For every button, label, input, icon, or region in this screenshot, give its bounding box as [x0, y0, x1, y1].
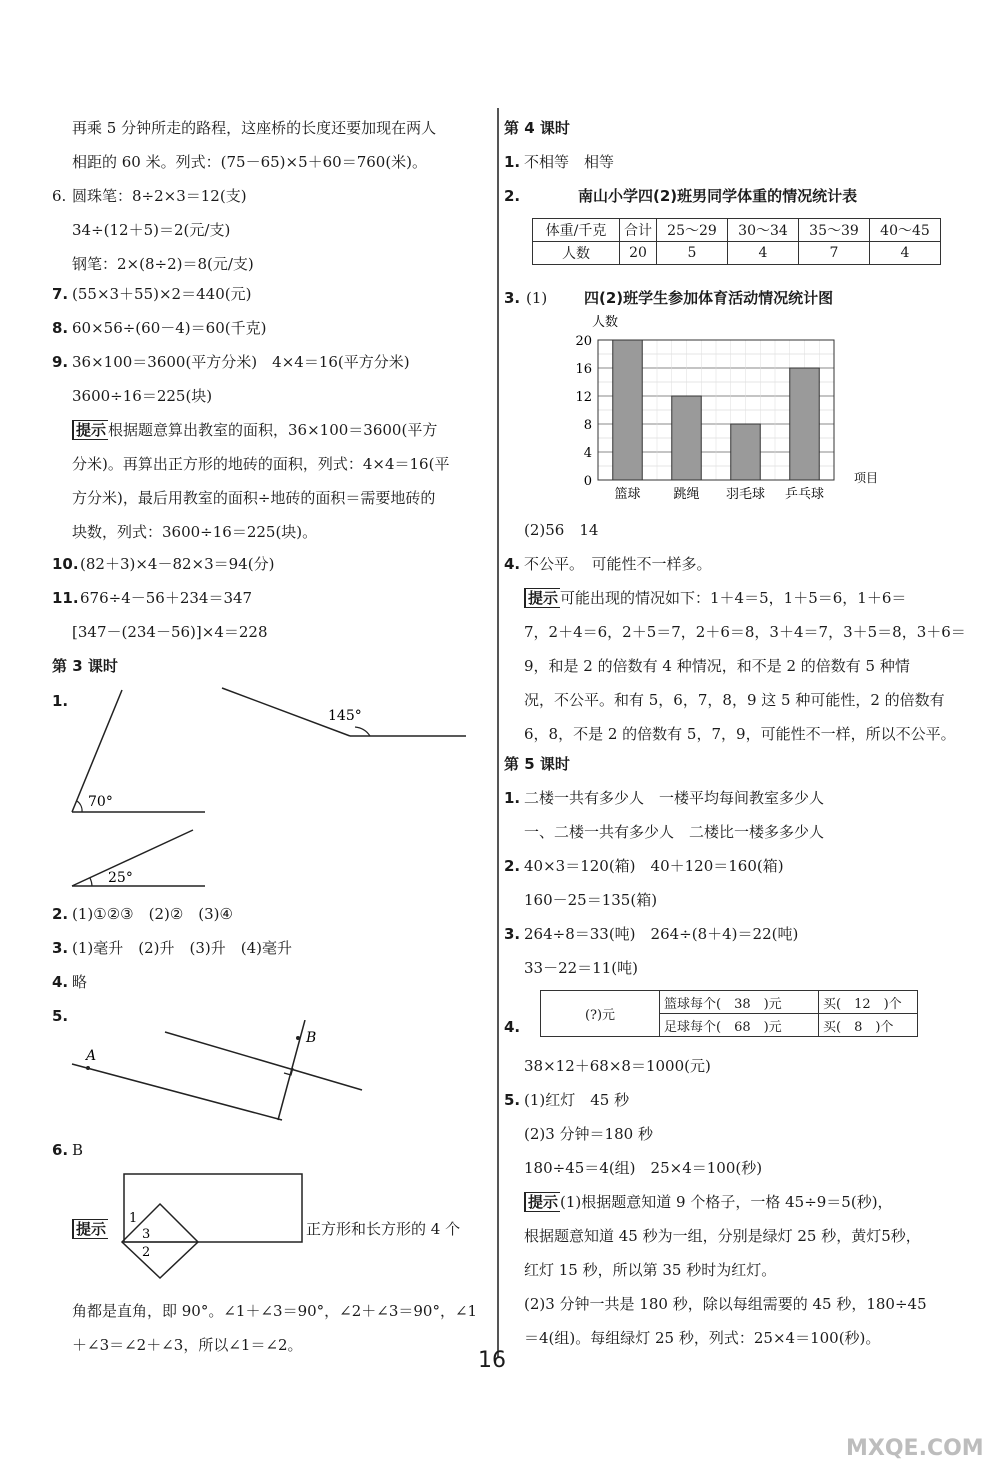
table-cell: 体重/千克: [533, 219, 620, 242]
point-label: B: [306, 1030, 317, 1046]
rectangle-square-drawing: [110, 1170, 310, 1285]
angle-label: 25°: [108, 870, 133, 886]
bar: [613, 340, 643, 480]
question-number: 5.: [52, 1007, 69, 1025]
purchase-box: [540, 990, 918, 1037]
answer-line: 160－25＝135(箱): [524, 891, 658, 909]
box-cell: 足球每个( 68 )元: [660, 1014, 819, 1037]
page-number: 16: [478, 1348, 506, 1373]
tip-text: 方分米)，最后用教室的面积÷地砖的面积＝需要地砖的: [72, 489, 436, 507]
answer-line: (1)毫升 (2)升 (3)升 (4)毫升: [72, 939, 292, 957]
sub-question: (1): [526, 289, 548, 307]
weight-stat-table: [532, 218, 941, 265]
answer-line: 180÷45＝4(组) 25×4＝100(秒): [524, 1159, 763, 1177]
answer-line: (1)①②③ (2)② (3)④: [72, 905, 233, 923]
y-tick-label: 0: [583, 474, 592, 489]
table-cell: 人数: [533, 242, 620, 265]
box-total: (?)元: [541, 991, 660, 1037]
point-label: A: [86, 1048, 97, 1064]
question-number: 1.: [504, 789, 521, 807]
table-cell: 40～45: [870, 219, 941, 242]
bar: [731, 424, 761, 480]
question-number: 5.: [504, 1091, 521, 1109]
y-tick-label: 12: [575, 390, 592, 405]
text-line: 再乘 5 分钟所走的路程，这座桥的长度还要加现在两人: [72, 119, 437, 137]
box-cell: 篮球每个( 38 )元: [660, 991, 819, 1014]
answer-line: 60×56÷(60－4)＝60(千克): [72, 319, 267, 337]
box-cell: 买( 8 )个: [819, 1014, 918, 1037]
angle-label: 145°: [328, 708, 362, 724]
answer-line: (82＋3)×4－82×3＝94(分): [80, 555, 275, 573]
y-tick-label: 4: [583, 446, 592, 461]
tip-label: 提示: [524, 588, 560, 608]
tip-text: 7，2＋4＝6，2＋5＝7，2＋6＝8，3＋4＝7，3＋5＝8，3＋6＝: [524, 623, 966, 641]
question-number: 7.: [52, 285, 69, 303]
angle-number: 3: [142, 1227, 151, 1242]
answer-line: [347－(234－56)]×4＝228: [72, 623, 268, 641]
question-number: 4.: [504, 1018, 521, 1036]
tip-text: 6，8，不是 2 的倍数有 5，7，9，可能性不一样，所以不公平。: [524, 725, 956, 743]
bar: [790, 368, 820, 480]
tip-text: 根据题意算出教室的面积，36×100＝3600(平方: [108, 421, 438, 439]
lesson-heading: 第 5 课时: [504, 755, 570, 773]
category-label: 跳绳: [673, 487, 700, 502]
text-line: 圆珠笔：8÷2×3＝12(支): [72, 187, 247, 205]
tip-label: 提示: [524, 1192, 560, 1212]
answer-line: (2)56 14: [524, 521, 599, 539]
tip-text: ＝4(组)。每组绿灯 25 秒，列式：25×4＝100(秒)。: [524, 1329, 881, 1347]
tip-label: 提示: [72, 1219, 108, 1239]
answer-line: 3600÷16＝225(块): [72, 387, 213, 405]
answer-line: 264÷8＝33(吨) 264÷(8＋4)＝22(吨): [524, 925, 799, 943]
answer-line: (2)3 分钟＝180 秒: [524, 1125, 653, 1143]
lesson-heading: 第 4 课时: [504, 119, 570, 137]
text-line: 34÷(12＋5)＝2(元/支): [72, 221, 231, 239]
angle-drawings: [0, 680, 500, 895]
tip-text: (1)根据题意知道 9 个格子，一格 45÷9＝5(秒)，: [560, 1193, 893, 1211]
y-tick-label: 16: [575, 362, 592, 377]
table-cell: 4: [870, 242, 941, 265]
question-number: 2.: [52, 905, 69, 923]
answer-line: 略: [72, 973, 88, 991]
bar-chart: [560, 312, 900, 512]
tip-text: ＋∠3＝∠2＋∠3，所以∠1＝∠2。: [72, 1336, 303, 1354]
question-number: 10.: [52, 555, 79, 573]
question-number: 8.: [52, 319, 69, 337]
answer-line: 38×12＋68×8＝1000(元): [524, 1057, 711, 1075]
category-label: 羽毛球: [725, 487, 766, 502]
angle-number: 1: [129, 1211, 138, 1226]
tip-text: 根据题意知道 45 秒为一组，分别是绿灯 25 秒，黄灯5秒，: [524, 1227, 921, 1245]
table-cell: 25～29: [657, 219, 728, 242]
box-cell: 买( 12 )个: [819, 991, 918, 1014]
table-title: 南山小学四(2)班男同学体重的情况统计表: [578, 187, 858, 205]
category-label: 乒乓球: [784, 487, 825, 502]
answer-line: 不相等 相等: [524, 153, 615, 171]
tip-label: 提示: [72, 420, 108, 440]
answer-line: 不公平。 可能性不一样多。: [524, 555, 712, 573]
y-tick-label: 8: [583, 418, 592, 433]
text-line: 相距的 60 米。列式：(75－65)×5＋60＝760(米)。: [72, 153, 428, 171]
y-axis-label: 人数: [592, 315, 619, 330]
category-label: 篮球: [614, 487, 641, 502]
question-number: 3.: [504, 925, 521, 943]
question-number: 3.: [504, 289, 521, 307]
tip-text: 块数，列式：3600÷16＝225(块)。: [72, 523, 318, 541]
chart-title: 四(2)班学生参加体育活动情况统计图: [584, 289, 834, 307]
tip-text: 况，不公平。和有 5，6，7，8，9 这 5 种可能性，2 的倍数有: [524, 691, 945, 709]
table-cell: 合计: [620, 219, 657, 242]
answer-line: B: [72, 1141, 84, 1159]
table-cell: 7: [799, 242, 870, 265]
question-number: 2.: [504, 857, 521, 875]
lesson-heading: 第 3 课时: [52, 657, 118, 675]
tip-text: 红灯 15 秒，所以第 35 秒时为红灯。: [524, 1261, 777, 1279]
tip-text: 正方形和长方形的 4 个: [306, 1220, 461, 1238]
question-number: 6.: [52, 1141, 69, 1159]
question-number: 1.: [52, 692, 69, 710]
table-header-row: [533, 219, 941, 242]
question-number: 1.: [504, 153, 521, 171]
answer-line: 36×100＝3600(平方分米) 4×4＝16(平方分米): [72, 353, 410, 371]
question-number: 4.: [504, 555, 521, 573]
tip-text: 可能出现的情况如下：1＋4＝5，1＋5＝6，1＋6＝: [560, 589, 907, 607]
question-number: 2.: [504, 187, 521, 205]
text-line: 钢笔：2×(8÷2)＝8(元/支): [72, 255, 254, 273]
bar: [672, 396, 702, 480]
answer-line: 二楼一共有多少人 一楼平均每间教室多少人: [524, 789, 825, 807]
angle-number: 2: [142, 1245, 151, 1260]
table-cell: 35～39: [799, 219, 870, 242]
angle-25: [72, 830, 205, 886]
tip-text: 角都是直角，即 90°。∠1＋∠3＝90°，∠2＋∠3＝90°，∠1: [72, 1302, 478, 1320]
answer-line: (1)红灯 45 秒: [524, 1091, 630, 1109]
parallel-perpendicular-drawing: [0, 1020, 500, 1140]
table-cell: 30～34: [728, 219, 799, 242]
question-number: 9.: [52, 353, 69, 371]
tip-text: 9，和是 2 的倍数有 4 种情况，和不是 2 的倍数有 5 种情: [524, 657, 910, 675]
question-number: 4.: [52, 973, 69, 991]
watermark: MXQE.COM: [846, 1436, 984, 1461]
question-number: 11.: [52, 589, 79, 607]
table-row: [533, 242, 941, 265]
y-tick-label: 20: [575, 334, 592, 349]
answer-line: 676÷4－56＋234＝347: [80, 589, 253, 607]
angle-70: [72, 690, 205, 812]
table-cell: 5: [657, 242, 728, 265]
answer-line: 40×3＝120(箱) 40＋120＝160(箱): [524, 857, 784, 875]
angle-label: 70°: [88, 794, 113, 810]
answer-line: 一、二楼一共有多少人 二楼比一楼多多少人: [524, 823, 825, 841]
answer-line: 33－22＝11(吨): [524, 959, 638, 977]
question-number: 6.: [52, 187, 67, 205]
tip-text: 分米)。再算出正方形的地砖的面积，列式：4×4＝16(平: [72, 455, 450, 473]
x-axis-label: 项目: [854, 471, 879, 485]
table-cell: 4: [728, 242, 799, 265]
angle-145: [222, 688, 466, 736]
table-cell: 20: [620, 242, 657, 265]
answer-line: (55×3＋55)×2＝440(元): [72, 285, 252, 303]
tip-text: (2)3 分钟一共是 180 秒，除以每组需要的 45 秒，180÷45: [524, 1295, 927, 1313]
question-number: 3.: [52, 939, 69, 957]
